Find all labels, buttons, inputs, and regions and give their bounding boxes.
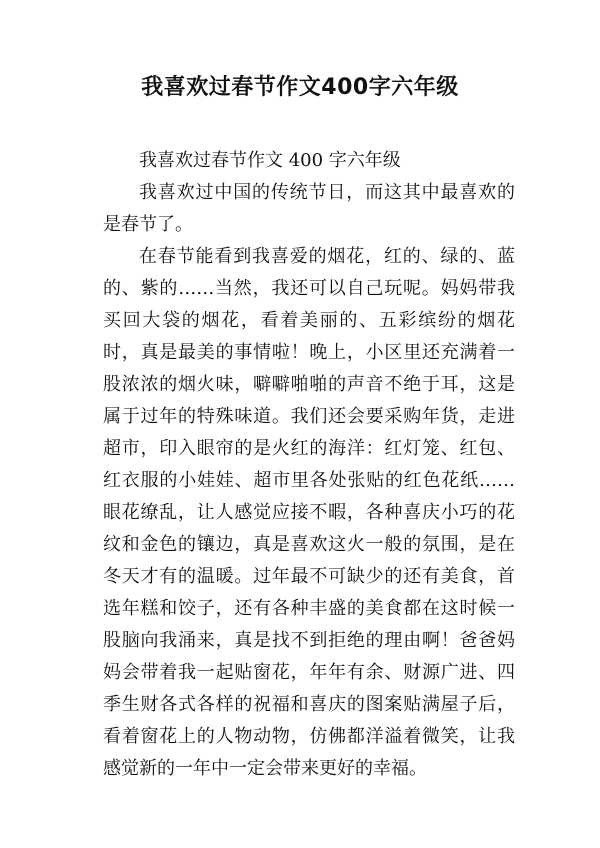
paragraph-intro: 我喜欢过中国的传统节日，而这其中最喜欢的是春节了。 bbox=[103, 182, 515, 235]
paragraph-subtitle: 我喜欢过春节作文 400 字六年级 bbox=[139, 150, 401, 171]
document-title: 我喜欢过春节作文400字六年级 bbox=[141, 75, 459, 100]
document-body bbox=[103, 145, 515, 785]
paragraph-main: 在春节能看到我喜爱的烟花，红的、绿的、蓝的、紫的……当然，我还可以自己玩呢。妈妈带我买回大袋的烟花，看着美丽的、五彩缤纷的烟花时，真是最美的事情啦！晚上，小区里还充满着一股浓浓的烟火味，噼噼啪啪的声音不绝于耳，这是属于过年的特殊味道。我们还会要采购年货，走进超市，印入眼帘的是火红的海洋：红灯笼、红包、红衣服的小娃娃、超市里各处张贴的红色花纸……眼花缭乱，让人感觉应接不暇，各种喜庆小巧的花纹和金色的镶边，真是喜欢这火一般的氛围，是在冬天才有的温暖。过年最不可缺少的还有美食，首选年糕和饺子，还有各种丰盛的美食都在这时候一股脑向我涌来，真是找不到拒绝的理由啊！爸爸妈妈会带着我一起贴窗花，年年有余、财源广进、四季生财各式各样的祝福和喜庆的图案贴满屋子后，看着窗花上的人物动物，仿佛都洋溢着微笑，让我感觉新的一年中一定会带来更好的幸福。 bbox=[103, 246, 515, 779]
